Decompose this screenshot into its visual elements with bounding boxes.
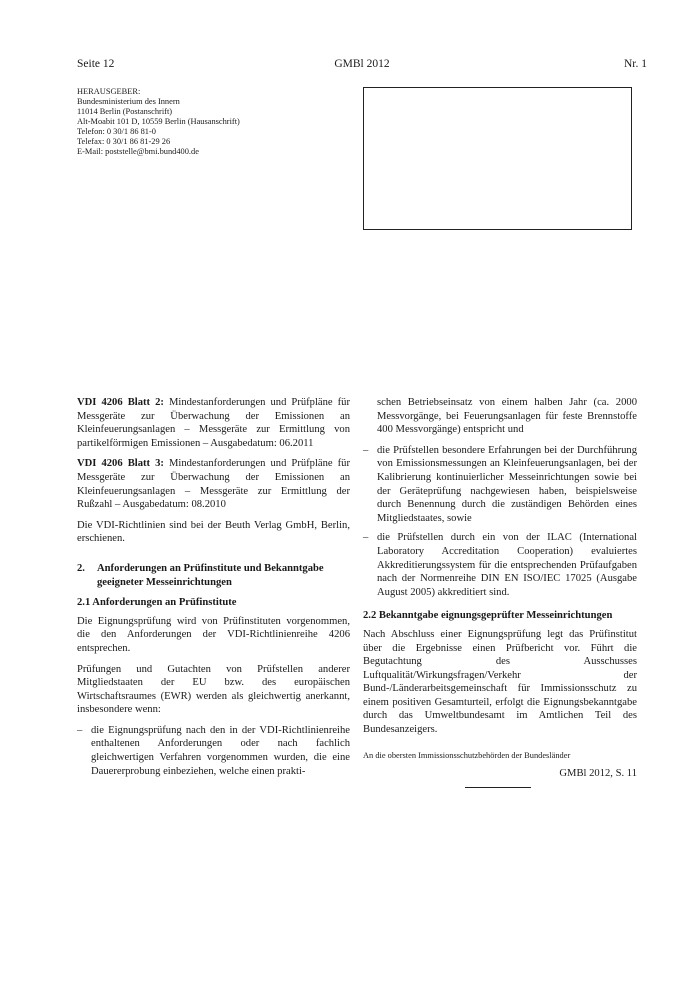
journal-title: GMBl 2012 — [334, 58, 390, 70]
list-item: – die Prüfstellen durch ein von der ILAC (International Laboratory Accreditation Cooperation) evaluiertes Akkreditierungssystem für die entsprechenden Prüfaufgaben nach der Normenreihe DIN EN ISO/IEC 17025 (Ausgabe August 2005) akkreditiert sind. — [363, 532, 637, 598]
left-column — [77, 396, 350, 784]
paragraph-eignungspruefung: Die Eignungsprüfung wird von Prüfinstituten vorgenommen, die den Anforderungen der VDI-Richtlinienreihe 4206 entsprechen. — [77, 615, 350, 654]
list-item: – die Prüfstellen besondere Erfahrungen bei der Durchführung von Emissionsmessungen an Kleinfeuerungsanlagen, bei der Kalibrierung kontinuierlicher Messeinrichtungen sowie bei der Geräteprüfung nachgewiesen haben, beispielsweise durch Benennung durch die zuständigen Behörden eines Mitgliedstaates, sowie — [363, 444, 637, 524]
list-item-continuation: schen Betriebseinsatz von einem halben Jahr (ca. 2000 Messvorgänge, bei Feuerungsanlagen für feste Brennstoffe 400 Messvorgänge) entspricht und — [377, 397, 637, 436]
empty-frame-box — [363, 87, 632, 230]
paragraph-pruefungen: Prüfungen und Gutachten von Prüfstellen anderer Mitgliedstaaten der EU bzw. des europäischen Wirtschaftsraumes (EWR) werden als gleichwertig anerkannt, insbesondere wenn: — [77, 663, 350, 716]
separator-rule — [465, 787, 531, 788]
vdi-4206-blatt-2: VDI 4206 Blatt 2: Mindestanforderungen und Prüfpläne für Messgeräte zur Überwachung der Emissionen an Kleinfeuerungsanlagen – Messgeräte zur Ermittlung von partikelförmigen Emissionen – Ausgabedatum: 06.2011 — [77, 397, 350, 449]
publisher-fax: Telefax: 0 30/1 86 81-29 26 — [77, 137, 171, 146]
publisher-ministry: Bundesministerium des Innern — [77, 97, 180, 106]
publisher-postal: 11014 Berlin (Postanschrift) — [77, 107, 173, 116]
gmbl-reference: GMBl 2012, S. 11 — [559, 768, 637, 780]
list-item: – die Eignungsprüfung nach den in der VDI-Richtlinienreihe enthaltenen Anforderungen oder nach fachlich gleichwertigen Verfahren vorgenommen wurden, die eine Dauererprobung einbeziehen, welche einen prakti- — [77, 724, 350, 777]
page-number: Seite 12 — [77, 58, 115, 70]
beuth-note: Die VDI-Richtlinien sind bei der Beuth Verlag GmbH, Berlin, erschienen. — [77, 519, 350, 545]
publisher-label: HERAUSGEBER: — [77, 87, 141, 96]
addressee-note: An die obersten Immissionsschutzbehörden der Bundesländer — [363, 750, 571, 760]
section-2-2-heading: 2.2 Bekanntgabe eignungsgeprüfter Messeinrichtungen — [363, 610, 613, 622]
publisher-address: Alt-Moabit 101 D, 10559 Berlin (Hausanschrift) — [77, 117, 240, 126]
issue-number: Nr. 1 — [624, 58, 647, 70]
vdi-4206-blatt-3: VDI 4206 Blatt 3: Mindestanforderungen und Prüfpläne für Messgeräte zur Überwachung der Emissionen an Kleinfeuerungsanlagen – Messgeräte zur Ermittlung der Rußzahl – Ausgabedatum: 08.2010 — [77, 458, 350, 511]
running-header — [77, 58, 647, 74]
publisher-block — [77, 87, 337, 157]
publisher-phone: Telefon: 0 30/1 86 81-0 — [77, 127, 156, 136]
paragraph-bekanntgabe: Nach Abschluss einer Eignungsprüfung legt das Prüfinstitut über die Ergebnisse einen Prüfbericht vor. Führt die Begutachtung des Ausschusses Luftqualität/Wirkungsfragen/Verkehr der Bund-/Länderarbeitsgemeinschaft für Immissionsschutz zu einem positiven Gesamturteil, erfolgt die Eignungsbekanntgabe durch das Umweltbundesamt im Amtlichen Teil des Bundesanzeigers. — [363, 628, 637, 736]
section-2-heading: 2. Anforderungen an Prüfinstitute und Bekanntgabe geeigneter Messeinrichtungen — [77, 562, 324, 588]
right-column — [363, 396, 637, 788]
publisher-email: E-Mail: poststelle@bmi.bund400.de — [77, 147, 199, 156]
section-2-1-heading: 2.1 Anforderungen an Prüfinstitute — [77, 597, 237, 609]
